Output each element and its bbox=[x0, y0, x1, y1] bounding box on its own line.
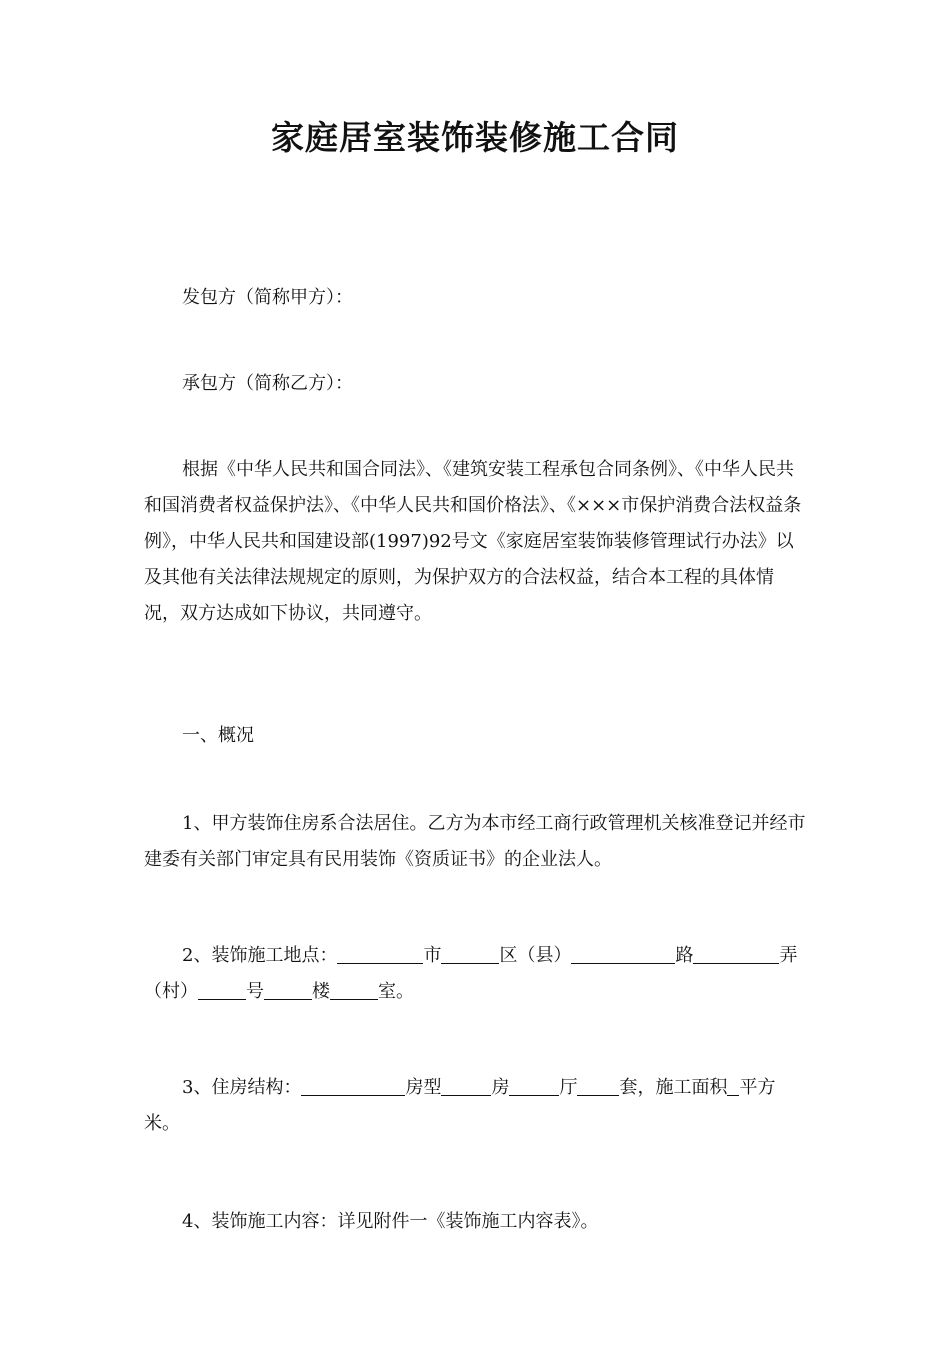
city-blank[interactable] bbox=[337, 943, 423, 964]
building-blank[interactable] bbox=[264, 979, 312, 1000]
area-blank[interactable] bbox=[727, 1075, 739, 1096]
lane-blank[interactable] bbox=[693, 943, 779, 964]
section-1-heading: 一、概况 bbox=[182, 725, 254, 746]
halls-blank[interactable] bbox=[509, 1075, 559, 1096]
item-4-paragraph: 4、装饰施工内容：详见附件一《装饰施工内容表》。 bbox=[182, 1211, 599, 1232]
item-2-prefix: 2、装饰施工地点： bbox=[182, 945, 338, 966]
item-3-sets: 套，施工面积 bbox=[619, 1077, 728, 1098]
item-2-city: 市 bbox=[423, 945, 442, 966]
party-b-line: 承包方（简称乙方）： bbox=[182, 373, 353, 394]
item-2-number: 号 bbox=[246, 981, 264, 1002]
sets-blank[interactable] bbox=[577, 1075, 619, 1096]
item-3-halls: 厅 bbox=[559, 1077, 578, 1098]
item-3-area-unit: 平方米。 bbox=[144, 1077, 776, 1134]
room-blank[interactable] bbox=[330, 979, 378, 1000]
road-blank[interactable] bbox=[571, 943, 675, 964]
item-2-district: 区（县） bbox=[499, 945, 572, 966]
preamble-paragraph: 根据《中华人民共和国合同法》、《建筑安装工程承包合同条例》、《中华人民共和国消费者权益保护法》、《中华人民共和国价格法》、《×××市保护消费合法权益条例》，中华人民共和国建设部(1997)92号文《家庭居室装饰装修管理试行办法》以及其他有关法律法规规定的原则，为保护双方的合法权益，结合本工程的具体情况，双方达成如下协议，共同遵守。 bbox=[144, 459, 802, 624]
item-2-room: 室。 bbox=[378, 981, 414, 1002]
item-2-lane: 弄（村） bbox=[144, 945, 798, 1002]
item-3-rooms: 房 bbox=[491, 1077, 510, 1098]
rooms-blank[interactable] bbox=[441, 1075, 491, 1096]
item-1-paragraph: 1、甲方装饰住房系合法居住。乙方为本市经工商行政管理机关核准登记并经市建委有关部门审定具有民用装饰《资质证书》的企业法人。 bbox=[144, 813, 806, 870]
item-3-type: 房型 bbox=[405, 1077, 442, 1098]
item-3-prefix: 3、住房结构： bbox=[182, 1077, 302, 1098]
party-a-line: 发包方（简称甲方）： bbox=[182, 287, 353, 308]
structure-blank[interactable] bbox=[301, 1075, 405, 1096]
item-2-building: 楼 bbox=[312, 981, 330, 1002]
item-2-paragraph bbox=[144, 938, 809, 1010]
document-title: 家庭居室装饰装修施工合同 bbox=[271, 118, 679, 157]
district-blank[interactable] bbox=[441, 943, 499, 964]
item-3-paragraph bbox=[144, 1070, 809, 1142]
number-blank[interactable] bbox=[198, 979, 246, 1000]
item-2-road: 路 bbox=[675, 945, 694, 966]
